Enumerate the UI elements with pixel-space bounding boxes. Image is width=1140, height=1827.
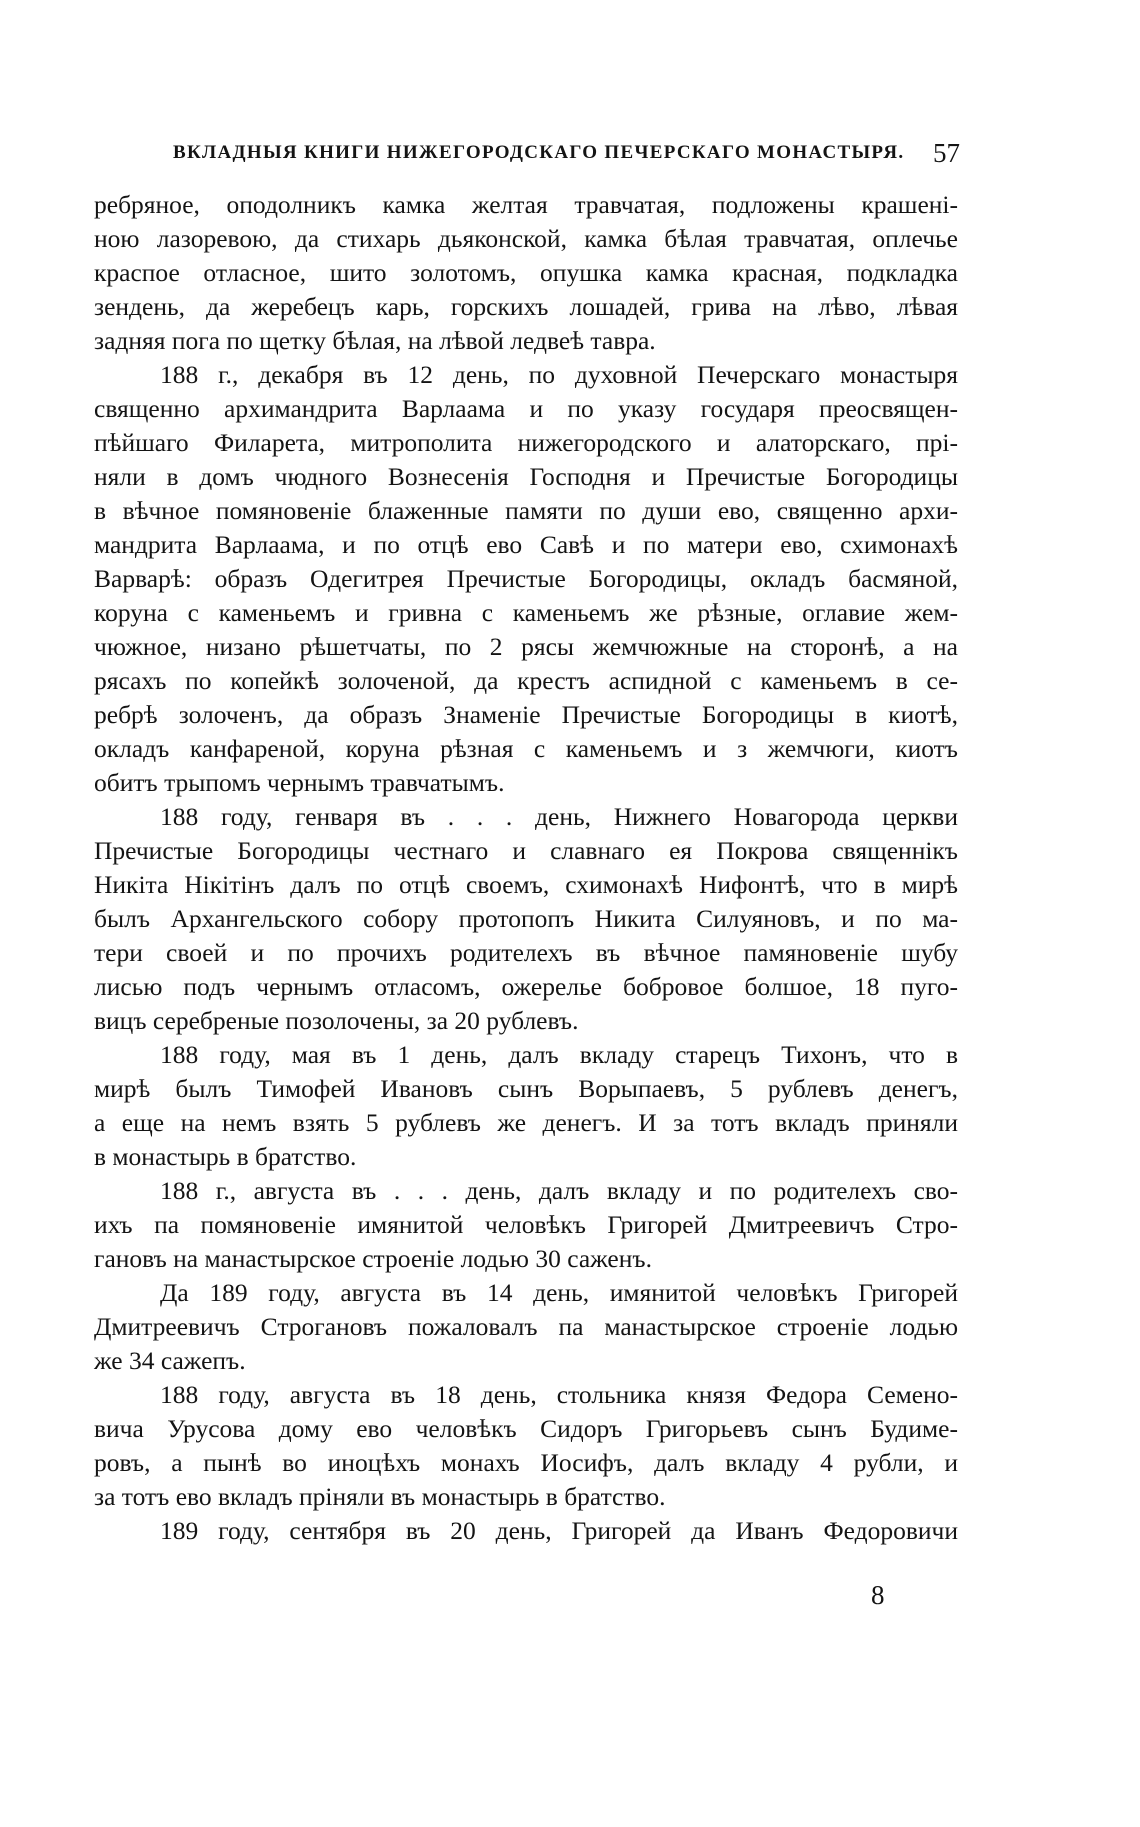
text-line: 188 году, августа въ 18 день, стольника князя Федора Семено- bbox=[160, 1380, 958, 1409]
text-line: ною лазоревою, да стихарь дьяконской, камка бѣлая травчатая, оплечье bbox=[94, 224, 958, 253]
text-line: обитъ трыпомъ чернымъ травчатымъ. bbox=[94, 768, 505, 797]
text-line: Да 189 году, августа въ 14 день, имянитой человѣкъ Григорей bbox=[160, 1278, 958, 1307]
text-line: 189 году, сентября въ 20 день, Григорей да Иванъ Федоровичи bbox=[160, 1516, 958, 1545]
text-line: 188 г., декабря въ 12 день, по духовной Печерскаго монастыря bbox=[160, 360, 958, 389]
text-line: Никіта Нікітінъ далъ по отцѣ своемъ, схимонахѣ Нифонтѣ, что в мирѣ bbox=[94, 870, 958, 899]
text-line: 188 году, генваря въ . . . день, Нижнего Новагорода церкви bbox=[160, 802, 958, 831]
text-line: краспое отласное, шито золотомъ, опушка камка красная, подкладка bbox=[94, 258, 958, 287]
page-number: 57 bbox=[933, 138, 960, 168]
text-line: 188 г., августа въ . . . день, далъ вкладу и по родителехъ сво- bbox=[160, 1176, 958, 1205]
text-line: 188 году, мая въ 1 день, далъ вкладу старецъ Тихонъ, что в bbox=[160, 1040, 958, 1069]
text-line: чюжное, низано рѣшетчаты, по 2 рясы жемчюжные на сторонѣ, а на bbox=[94, 632, 958, 661]
text-line: в вѣчное помяновеніе блаженные памяти по души ево, священно архи- bbox=[94, 496, 958, 525]
text-line: ровъ, а пынѣ во иноцѣхъ монахъ Иосифъ, далъ вкладу 4 рубли, и bbox=[94, 1448, 958, 1477]
signature-mark: 8 bbox=[871, 1580, 885, 1610]
body-text bbox=[94, 188, 958, 1548]
text-line: былъ Архангельского собору протопопъ Никита Силуяновъ, и по ма- bbox=[94, 904, 958, 933]
text-line: мандрита Варлаама, и по отцѣ ево Савѣ и по матери ево, схимонахѣ bbox=[94, 530, 958, 559]
text-line: Пречистые Богородицы честнаго и славнаго ея Покрова священнікъ bbox=[94, 836, 958, 865]
text-line: а еще на немъ взять 5 рублевъ же денегъ. И за тотъ вкладъ приняли bbox=[94, 1108, 958, 1137]
text-line: в монастырь в братство. bbox=[94, 1142, 357, 1171]
text-line: Дмитреевичъ Строгановъ пожаловалъ па манастырское строеніе лодью bbox=[94, 1312, 958, 1341]
text-line: за тотъ ево вкладъ пріняли въ монастырь в братство. bbox=[94, 1482, 666, 1511]
text-line: ребряное, оподолникъ камка желтая травчатая, подложены крашені- bbox=[94, 190, 958, 219]
text-line: Варварѣ: образъ Одегитрея Пречистые Богородицы, окладъ басмяной, bbox=[94, 564, 958, 593]
text-line: священно архимандрита Варлаама и по указу государя преосвящен- bbox=[94, 394, 958, 423]
text-line: гановъ на манастырское строеніе лодью 30 саженъ. bbox=[94, 1244, 652, 1273]
text-line: ихъ па помяновеніе имянитой человѣкъ Григорей Дмитреевичъ Стро- bbox=[94, 1210, 958, 1239]
text-line: мирѣ былъ Тимофей Ивановъ сынъ Ворыпаевъ, 5 рублевъ денегъ, bbox=[94, 1074, 958, 1103]
text-line: зендень, да жеребецъ карь, горскихъ лошадей, грива на лѣво, лѣвая bbox=[94, 292, 958, 321]
text-line: тери своей и по прочихъ родителехъ въ вѣчное памяновеніе шубу bbox=[94, 938, 958, 967]
text-line: окладъ канфареной, коруна рѣзная с каменьемъ и з жемчюги, киотъ bbox=[94, 734, 958, 763]
text-line: вича Урусова дому ево человѣкъ Сидоръ Григорьевъ сынъ Будиме- bbox=[94, 1414, 958, 1443]
text-line: лисью подъ чернымъ отласомъ, ожерелье бобровое болшое, 18 пуго- bbox=[94, 972, 958, 1001]
running-title: ВКЛАДНЫЯ КНИГИ НИЖЕГОРОДСКАГО ПЕЧЕРСКАГО МОНАСТЫРЯ. bbox=[173, 142, 905, 163]
text-line: ребрѣ золоченъ, да образъ Знаменіе Пречистые Богородицы в киотѣ, bbox=[94, 700, 958, 729]
text-line: коруна с каменьемъ и гривна с каменьемъ же рѣзные, оглавие жем- bbox=[94, 598, 958, 627]
text-line: вицъ серебреные позолочены, за 20 рублевъ. bbox=[94, 1006, 579, 1035]
text-line: пѣйшаго Филарета, митрополита нижегородского и алаторскаго, прі- bbox=[94, 428, 958, 457]
text-line: няли в домъ чюдного Вознесенія Господня и Пречистые Богородицы bbox=[94, 462, 958, 491]
text-line: рясахъ по копейкѣ золоченой, да крестъ аспидной с каменьемъ в се- bbox=[94, 666, 958, 695]
text-line: же 34 сажепъ. bbox=[94, 1346, 246, 1375]
text-line: задняя пога по щетку бѣлая, на лѣвой ледвеѣ тавра. bbox=[94, 326, 656, 355]
